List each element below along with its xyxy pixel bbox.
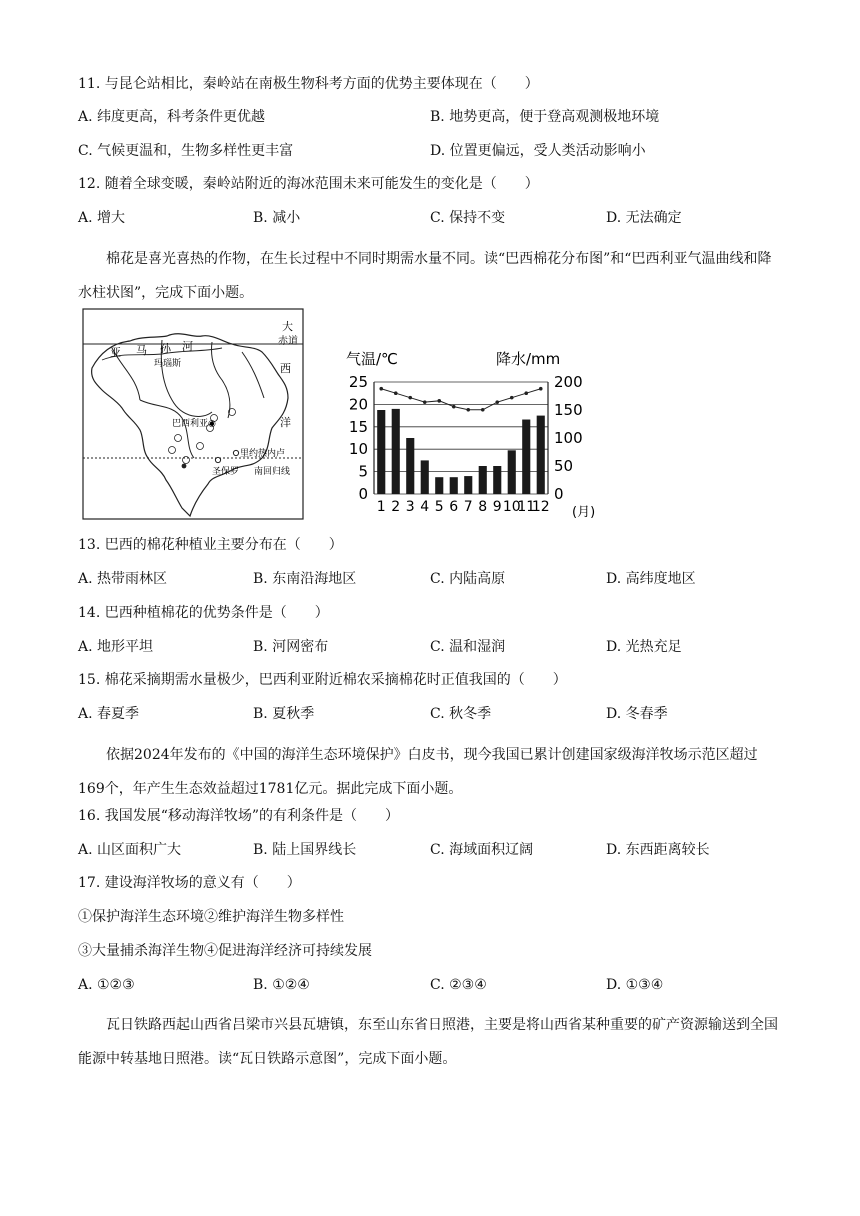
q15-option-b[interactable]: B. 夏秋季 [253, 706, 315, 722]
month-tick-label: 10 [502, 499, 521, 515]
q13-option-a[interactable]: A. 热带雨林区 [78, 571, 168, 587]
temperature-point [394, 391, 398, 395]
q17-option-d[interactable]: D. ①③④ [606, 977, 664, 993]
q16-option-c[interactable]: C. 海域面积辽阔 [430, 842, 534, 858]
map-label-brasilia: 巴西利亚◉ [172, 419, 216, 429]
intro-cotton: 棉花是喜光喜热的作物，在生长过程中不同时期需水量不同。读“巴西棉花分布图”和“巴西利亚气温曲线和降水柱状图”，完成下面小题。 [78, 251, 772, 301]
q12-option-c[interactable]: C. 保持不变 [430, 210, 506, 226]
temp-tick-label: 15 [348, 417, 368, 436]
brasilia-climate-chart [340, 346, 600, 524]
q17-option-c[interactable]: C. ②③④ [430, 977, 487, 993]
map-label-ocean-1: 西 [280, 362, 291, 375]
q11-option-a[interactable]: A. 纬度更高，科考条件更优越 [78, 109, 266, 125]
question-12-stem: 12. 随着全球变暖，秦岭站附近的海冰范围未来可能发生的变化是（ ） [78, 176, 539, 192]
temperature-point [437, 399, 441, 403]
intro-ocean-ranch: 依据2024年发布的《中国的海洋生态环境保护》白皮书，现今我国已累计创建国家级海洋牧场示范区超过169个，年产生生态效益超过1781亿元。据此完成下面小题。 [78, 747, 758, 797]
q15-option-c[interactable]: C. 秋冬季 [430, 706, 492, 722]
precip-bar [493, 466, 501, 494]
q16-option-b[interactable]: B. 陆上国界线长 [253, 842, 357, 858]
temperature-point [452, 405, 456, 409]
precip-bar [522, 420, 530, 494]
q13-option-c[interactable]: C. 内陆高原 [430, 571, 506, 587]
question-14-stem: 14. 巴西种植棉花的优势条件是（ ） [78, 605, 329, 621]
temperature-point [408, 396, 412, 400]
precip-bar [377, 410, 385, 494]
month-tick-label: 5 [434, 499, 444, 515]
precip-bar [406, 438, 414, 494]
q17-statement-line-1: ①保护海洋生态环境②维护海洋生物多样性 [78, 909, 344, 925]
month-tick-label: 7 [463, 499, 473, 515]
map-label-tropic: 南回归线 [254, 467, 291, 477]
month-tick-label: 3 [405, 499, 415, 515]
temperature-point [379, 387, 383, 391]
precip-bar [392, 409, 400, 494]
map-label-river-2: 马 [136, 344, 147, 357]
temp-tick-label: 0 [358, 485, 368, 503]
q16-option-a[interactable]: A. 山区面积广大 [78, 842, 182, 858]
month-tick-label: 1 [376, 499, 386, 515]
precip-bar [537, 416, 545, 494]
q17-option-b[interactable]: B. ①②④ [253, 977, 310, 993]
q14-option-a[interactable]: A. 地形平坦 [78, 639, 154, 655]
q16-option-d[interactable]: D. 东西距离较长 [606, 842, 710, 858]
month-tick-label: 11 [517, 499, 536, 515]
q13-option-d[interactable]: D. 高纬度地区 [606, 571, 696, 587]
temp-tick-label: 25 [348, 373, 368, 391]
temp-tick-label: 20 [348, 395, 368, 414]
temp-tick-label: 10 [348, 440, 368, 459]
map-label-river-3: 孙 [160, 342, 171, 355]
temperature-point [510, 396, 514, 400]
question-15-stem: 15. 棉花采摘期需水量极少，巴西利亚附近棉农采摘棉花时正值我国的（ ） [78, 672, 567, 688]
precip-bar [479, 466, 487, 494]
precip-tick-label: 200 [554, 373, 583, 391]
map-label-rio: 里约热内卢 [240, 449, 286, 459]
question-13-stem: 13. 巴西的棉花种植业主要分布在（ ） [78, 537, 343, 553]
map-label-manaus: 玛瑙斯 [154, 359, 182, 369]
q15-option-a[interactable]: A. 春夏季 [78, 706, 140, 722]
question-17-stem: 17. 建设海洋牧场的意义有（ ） [78, 875, 301, 891]
q14-option-d[interactable]: D. 光热充足 [606, 639, 682, 655]
precip-bar [508, 450, 516, 494]
question-11-stem: 11. 与昆仑站相比，秦岭站在南极生物科考方面的优势主要体现在（ ） [78, 76, 539, 92]
x-axis-label: (月) [572, 505, 596, 520]
q14-option-b[interactable]: B. 河网密布 [253, 639, 329, 655]
q11-option-d[interactable]: D. 位置更偏远，受人类活动影响小 [430, 143, 646, 159]
map-label-saopaulo: 圣保罗 [212, 467, 240, 477]
month-tick-label: 2 [391, 499, 401, 515]
q12-option-b[interactable]: B. 减小 [253, 210, 301, 226]
precip-tick-label: 0 [554, 485, 564, 503]
temperature-point [481, 408, 485, 412]
temperature-point [466, 408, 470, 412]
temperature-line [381, 389, 541, 410]
month-tick-label: 4 [420, 499, 430, 515]
intro-wari-railway: 瓦日铁路西起山西省吕梁市兴县瓦塘镇，东至山东省日照港，主要是将山西省某种重要的矿产资源输送到全国能源中转基地日照港。读“瓦日铁路示意图”，完成下面小题。 [78, 1017, 778, 1067]
temp-tick-label: 5 [358, 462, 368, 481]
precip-tick-label: 150 [554, 401, 583, 419]
month-tick-label: 12 [531, 499, 550, 515]
map-label-ocean-2: 洋 [280, 416, 291, 429]
month-tick-label: 8 [478, 499, 488, 515]
temperature-point [524, 391, 528, 395]
month-tick-label: 6 [449, 499, 459, 515]
precip-bar [435, 477, 443, 494]
q12-option-d[interactable]: D. 无法确定 [606, 210, 682, 226]
question-16-stem: 16. 我国发展“移动海洋牧场”的有利条件是（ ） [78, 808, 400, 824]
q12-option-a[interactable]: A. 增大 [78, 210, 126, 226]
precip-axis-label: 降水/mm [496, 350, 561, 368]
temp-axis-label: 气温/℃ [346, 350, 398, 368]
temperature-point [495, 400, 499, 404]
q13-option-b[interactable]: B. 东南沿海地区 [253, 571, 357, 587]
q14-option-c[interactable]: C. 温和湿润 [430, 639, 506, 655]
map-label-equator-1: 大 [282, 320, 293, 333]
q11-option-c[interactable]: C. 气候更温和，生物多样性更丰富 [78, 143, 294, 159]
q15-option-d[interactable]: D. 冬春季 [606, 706, 668, 722]
temperature-point [423, 400, 427, 404]
brazil-cotton-map [82, 308, 304, 520]
precip-bar [421, 460, 429, 494]
precip-tick-label: 100 [554, 429, 583, 447]
q17-statement-line-2: ③大量捕杀海洋生物④促进海洋经济可持续发展 [78, 943, 372, 959]
map-label-river-1: 亚 [110, 346, 121, 359]
temperature-point [539, 387, 543, 391]
q11-option-b[interactable]: B. 地势更高，便于登高观测极地环境 [430, 109, 660, 125]
precip-bar [464, 476, 472, 494]
map-label-river-4: 河 [182, 340, 193, 353]
precip-bar [450, 477, 458, 494]
q17-option-a[interactable]: A. ①②③ [78, 977, 135, 993]
precip-tick-label: 50 [554, 457, 574, 475]
map-label-equator-2: 赤道 [278, 336, 298, 347]
month-tick-label: 9 [492, 499, 502, 515]
